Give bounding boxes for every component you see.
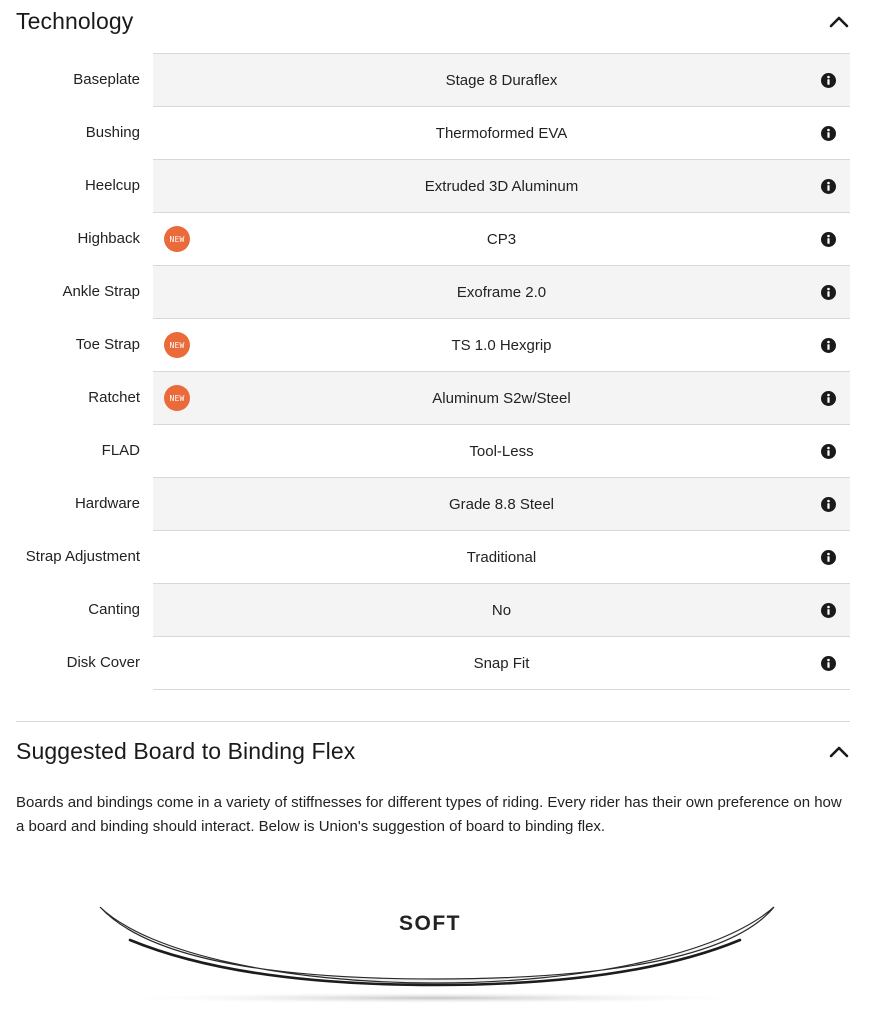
spec-value-cell [153, 159, 850, 212]
info-icon[interactable] [821, 497, 836, 512]
technology-title: Technology [16, 7, 134, 34]
new-badge: NEW [164, 332, 190, 358]
new-badge: NEW [164, 385, 190, 411]
chevron-up-icon[interactable] [828, 14, 850, 28]
info-icon[interactable] [821, 126, 836, 141]
spec-value: Traditional [466, 548, 537, 566]
spec-value-cell [153, 371, 850, 424]
spec-row [0, 265, 850, 318]
spec-label: Highback [77, 229, 140, 247]
spec-value-cell [153, 212, 850, 265]
technology-spec-table [0, 53, 850, 689]
spec-value-cell [153, 106, 850, 159]
spec-label: Hardware [74, 494, 140, 512]
spec-value-cell [153, 53, 850, 106]
spec-value: Stage 8 Duraflex [445, 71, 558, 89]
spec-row [0, 318, 850, 371]
spec-row [0, 424, 850, 477]
spec-value: Snap Fit [473, 654, 530, 672]
spec-label: FLAD [101, 441, 140, 459]
technology-header[interactable] [16, 4, 850, 38]
spec-value: No [491, 601, 512, 619]
section-divider [16, 721, 850, 722]
spec-label: Ankle Strap [62, 282, 140, 300]
spec-label: Canting [88, 600, 140, 618]
flex-description: Boards and bindings come in a variety of stiffnesses for different types of riding. Every rider has their own preference on how a board and binding should interact. Below is Union's suggestion of board to binding flex. [16, 794, 842, 835]
info-icon[interactable] [821, 603, 836, 618]
flex-header[interactable] [16, 734, 850, 768]
spec-row [0, 583, 850, 636]
spec-value: Aluminum S2w/Steel [432, 389, 571, 407]
spec-row [0, 477, 850, 530]
spec-label: Bushing [85, 123, 140, 141]
spec-label: Baseplate [73, 70, 140, 88]
spec-row [0, 530, 850, 583]
spec-value-cell [153, 530, 850, 583]
flex-title: Suggested Board to Binding Flex [16, 737, 356, 764]
info-icon[interactable] [821, 232, 836, 247]
spec-row [0, 106, 850, 159]
spec-label: Heelcup [84, 176, 140, 194]
info-icon[interactable] [821, 338, 836, 353]
spec-row [0, 212, 850, 265]
spec-value: Grade 8.8 Steel [448, 495, 555, 513]
spec-value-cell [153, 636, 850, 690]
info-icon[interactable] [821, 444, 836, 459]
new-badge: NEW [164, 226, 190, 252]
spec-row [0, 159, 850, 212]
info-icon[interactable] [821, 550, 836, 565]
info-icon[interactable] [821, 73, 836, 88]
spec-row [0, 636, 850, 689]
info-icon[interactable] [821, 179, 836, 194]
spec-label: Ratchet [88, 388, 140, 406]
chevron-up-icon[interactable] [828, 744, 850, 758]
spec-value: Thermoformed EVA [435, 124, 568, 142]
spec-label: Strap Adjustment [25, 547, 140, 565]
spec-value: TS 1.0 Hexgrip [451, 336, 552, 354]
spec-row [0, 371, 850, 424]
spec-value: CP3 [486, 230, 517, 248]
spec-value-cell [153, 424, 850, 477]
spec-row [0, 53, 850, 106]
spec-label: Toe Strap [75, 335, 140, 353]
info-icon[interactable] [821, 656, 836, 671]
board-flex-label: SOFT [399, 912, 461, 935]
info-icon[interactable] [821, 285, 836, 300]
spec-value-cell [153, 265, 850, 318]
spec-value: Exoframe 2.0 [456, 283, 547, 301]
spec-label: Disk Cover [66, 653, 140, 671]
spec-value: Tool-Less [469, 442, 534, 460]
info-icon[interactable] [821, 391, 836, 406]
spec-value-cell [153, 583, 850, 636]
spec-value-cell [153, 477, 850, 530]
spec-value-cell [153, 318, 850, 371]
spec-value: Extruded 3D Aluminum [424, 177, 579, 195]
